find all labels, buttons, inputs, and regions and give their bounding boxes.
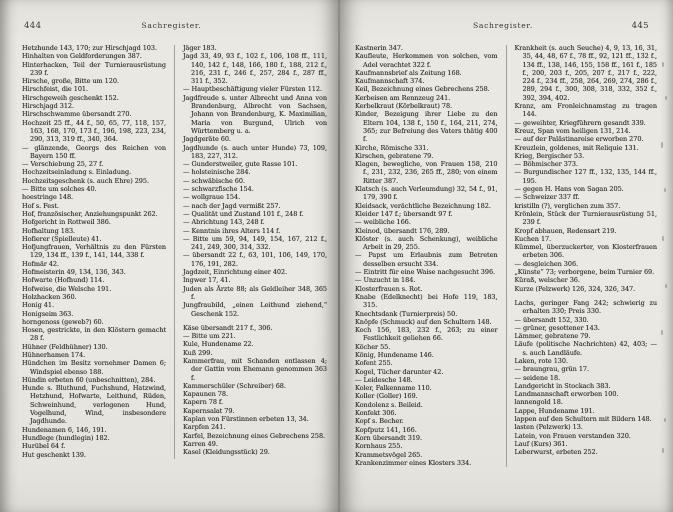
index-entry: Hündin erbeten 60 (unbeschnitten), 284.: [22, 375, 156, 384]
index-entry: Hirschjagd 312.: [22, 102, 75, 111]
index-entry: Jagd 33, 49, 93 f., 102 f., 106, 108 ff., 111, 140, 142 f., 148, 166, 180 f., 188, 212 f., 216, 231 f., 246 f., 257, 284 f., 287 ff., 311 f., 352.: [182, 52, 327, 86]
page-445: [339, 0, 673, 512]
index-entry: Kleidsack, verächtliche Bezeichnung 182.: [355, 201, 491, 210]
index-entry: Kastnerin 347.: [355, 44, 403, 52]
text-columns-right: [339, 31, 673, 467]
index-entry: Kuß 299.: [182, 348, 213, 357]
index-entry: — grüner, gesottener 143.: [514, 323, 600, 332]
index-entry: Landgericht in Stockach 383.: [514, 381, 611, 390]
index-entry: Kule, Hundename 22.: [182, 340, 254, 349]
index-entry: Hosen, gestrickte, in den Klöstern gemacht 28 f.: [22, 326, 167, 343]
index-entry: Küraß, welscher 36.: [514, 276, 580, 285]
running-title: Sachregister.: [141, 21, 202, 30]
index-entry: Kaufleute, Herkommen von solchen, vom Adel verachtet 322 f.: [355, 52, 498, 69]
index-entry: Hirschschwamme übersandt 270.: [22, 110, 132, 119]
index-entry: Hirschfeist, die 101.: [22, 85, 89, 94]
index-entry: Kondolenz s. Beileid.: [355, 400, 423, 409]
index-entry: horngenoss (geweb?) 60.: [22, 317, 104, 326]
index-entry: Hofierer (Spielleute) 41.: [22, 234, 102, 243]
scan-artifact: [665, 284, 667, 288]
index-entry: Kuchen 17.: [514, 234, 552, 243]
index-entry: Lauf (Kurs) 361.: [514, 439, 568, 448]
index-entry: „Künste“ 73; verborgene, beim Turnier 69.: [514, 268, 655, 277]
index-entry: Hirsche, große, Bitte um 120.: [22, 77, 119, 86]
scan-artifact: [662, 62, 664, 67]
index-entry: kristilln (?), verglichen zum 357.: [514, 201, 621, 210]
index-entry: — Verschiebung 25, 27 f.: [22, 160, 104, 169]
index-entry: Hündchen im Besitz vornehmer Damen 6; Windspiel ebenso 188.: [22, 359, 167, 376]
index-entry: Hof s. Fest.: [22, 201, 59, 210]
index-entry: — Burgundischer 127 ff., 132, 135, 144 ff., 195.: [514, 168, 657, 185]
index-entry: Jäger 183.: [182, 44, 217, 52]
index-entry: Klagen, bewegliche, von Frauen 158, 210 f., 231, 232, 236, 265 ff., 280; von einem Ritter 387.: [355, 160, 498, 185]
index-entry: Kinder, Bezeigung ihrer Liebe zu den Eltern 104, 138 f., 150 f., 164, 211, 274, 365; zur Befreiung des Vaters thätig 400 f.: [355, 110, 498, 144]
column-divider: [174, 45, 175, 459]
index-entry: Hofgericht in Rottweil 386.: [22, 218, 111, 227]
index-entry: — geweihter, Kriegführern gesandt 339.: [514, 118, 646, 127]
index-entry: Kerbelkraut (Körbelkraut) 78.: [355, 102, 453, 111]
page-number: 444: [24, 21, 42, 31]
index-entry: Korn übersandt 319.: [355, 433, 423, 442]
index-entry: Kurze (Pelzwerk) 126, 324, 326, 347.: [514, 284, 636, 293]
running-title: Sachregister.: [472, 21, 534, 30]
index-entry: Kleinod, übersandt 176, 289.: [355, 226, 450, 235]
page-header-left: [0, 0, 339, 31]
index-entry: lannengold 18.: [514, 398, 563, 407]
index-entry: Kopfputz 141, 166.: [355, 425, 417, 434]
index-entry: Leberwurst, erbeten 252.: [514, 448, 598, 457]
index-entry: Kammerschüler (Schreiber) 68.: [182, 381, 286, 390]
index-entry: — auf der Palästinareise erworben 270.: [514, 135, 644, 144]
index-entry: — holsteinische 284.: [182, 168, 251, 177]
index-entry: Kornhaus 255.: [355, 442, 403, 451]
index-entry: Knechtsdank (Turnierpreis) 50.: [355, 309, 458, 318]
index-entry: Koler, Falkenname 110.: [355, 384, 432, 393]
index-entry: Hinterhacken, Teil der Turnierausrüstung 239 f.: [22, 60, 167, 77]
index-entry: Klatsch (s. auch Verleumdung) 32, 54 f., 91, 179, 390 f.: [355, 185, 498, 202]
index-entry: Knöpfe (Schmuck) auf den Schultern 148.: [355, 317, 492, 326]
index-entry: Käse übersandt 217 f., 306.: [182, 323, 273, 332]
index-entry: Koller (Goller) 169.: [355, 392, 418, 401]
index-entry: — Unzucht in 184.: [355, 276, 416, 285]
index-entry: Hofjungfrauen, Verhältnis zu den Fürsten 129, 134 ff., 139 f., 141, 144, 338 f.: [22, 243, 167, 260]
index-entry: — Gunderstweiler, gute Rasse 101.: [182, 160, 298, 169]
index-entry: Keil, Bezeichnung eines Gebrechens 258.: [355, 85, 490, 94]
scan-artifact: [662, 236, 664, 241]
scan-artifact: [664, 418, 666, 422]
index-entry: Hofweise, die Welsche 191.: [22, 284, 112, 293]
index-entry: — schwarzfische 154.: [182, 185, 254, 194]
index-entry: Laken, rote 130.: [514, 356, 568, 365]
index-entry: — nach der Jagd vermißt 257.: [182, 201, 281, 210]
index-entry: Kleider 147 f.; übersandt 97 f.: [355, 209, 453, 218]
index-entry: lasten (Pelzwerk) 13.: [514, 423, 583, 432]
index-entry: Krönlein, Stück der Turnierausrüstung 51, 239 f.: [514, 209, 657, 227]
index-entry: Kaufmannsbrief als Zeitung 168.: [355, 68, 462, 77]
index-entry: Hof, französischer, Anziehungspunkt 262.: [22, 209, 158, 218]
index-entry: Kirschen, gebratene 79.: [355, 151, 434, 160]
index-entry: Kapernsalat 79.: [182, 406, 235, 415]
index-entry: Honig 41.: [22, 301, 54, 310]
index-entry: Honigseim 363.: [22, 309, 74, 318]
index-entry: Hofmeisterin 49, 134, 136, 343.: [22, 268, 126, 277]
index-entry: — Bitte um solches 40.: [22, 185, 97, 194]
index-entry: Hinhalten von Geldforderungen 387.: [22, 52, 142, 61]
column-divider: [506, 45, 507, 467]
index-entry: Kreuz, Span vom heiligen 131, 214.: [514, 126, 631, 135]
index-entry: Hühner (Feldhühner) 130.: [22, 342, 108, 351]
index-entry: Krankenzimmer eines Klosters 334.: [355, 458, 472, 467]
page-header-right: [339, 0, 673, 31]
index-entry: Kropf abhauen, Redensart 219.: [514, 226, 617, 235]
index-entry: Kopf s. Becher.: [355, 417, 404, 426]
scan-artifact: [661, 142, 663, 148]
index-entry: Kammerfrau, mit Schanden entlassen 4; der Gattin vom Ehemann genommen 363 f.: [182, 356, 327, 382]
index-column-1: [22, 44, 166, 459]
index-entry: Juden als Ärzte 88; als Geldleiher 348, 365 f.: [182, 284, 327, 301]
index-entry: Kaufmannschaft 374.: [355, 77, 425, 86]
index-entry: Krankheit (s. auch Seuche) 4, 9, 13, 16, 31, 35, 44, 48, 67 f., 78 ff., 92, 121 ff., 132 f., 134 ff., 138, 146, 155, 158 ff., 161 f., 185 f., 200, 203 f., 205, 207 f., 217 f., 222, 224 f., 234 ff., 258, 264, 269, 274, 286 f., 289, 294 f., 300, 308, 318, 332, 352 f., 392, 394, 402.: [514, 44, 657, 102]
index-entry: Knabe (Edelknecht) bei Hofe 119, 183, 315.: [355, 292, 498, 310]
index-entry: Karpfen 241.: [182, 423, 226, 432]
index-entry: — Abrichtung 143, 248 f.: [182, 218, 265, 227]
index-entry: — Bitte um 59, 94, 149, 154, 167, 212 f., 241, 249, 300, 314, 332.: [182, 234, 327, 252]
index-entry: Hofmär 42.: [22, 259, 60, 268]
index-entry: — schwäbische 60.: [182, 176, 245, 185]
index-entry: — glänzende, Georgs des Reichen von Bayern 150 ff.: [22, 143, 167, 160]
index-entry: König, Hundename 146.: [355, 350, 434, 359]
index-entry: Hut geschenkt 139.: [22, 450, 86, 459]
index-entry: Hirschgeweih geschenkt 152.: [22, 93, 119, 102]
index-column-2: [183, 44, 327, 459]
index-entry: — übersandt 22 f., 63, 101, 106, 149, 170, 176, 191, 282.: [182, 251, 327, 268]
index-entry: — Bitte um 221.: [182, 332, 236, 341]
index-entry: Jagdzeit, Einrichtung einer 402.: [182, 268, 288, 277]
index-column-4: [514, 44, 657, 467]
page-number: 445: [631, 21, 649, 31]
index-entry: Klosterfrauen s. Rot.: [355, 284, 423, 293]
index-entry: Konfekt 306.: [355, 409, 397, 418]
index-entry: — weibliche 166.: [355, 218, 411, 227]
index-entry: Landmannschaft erworben 100.: [514, 390, 619, 399]
index-entry: Kümmel, überzuckerter, von Klosterfrauen erbeten 306.: [514, 243, 657, 260]
index-entry: Hühnerhamen 174.: [22, 350, 86, 359]
index-entry: — übersandt 152, 330.: [514, 315, 589, 324]
index-entry: Karren 49.: [182, 439, 218, 448]
index-entry: Kerbeisen am Rennzeug 241.: [355, 93, 451, 102]
book-gutter: [338, 0, 340, 512]
index-entry: — Schweizer 337 ff.: [514, 193, 580, 202]
index-entry: Jagdgeräte 60.: [182, 135, 231, 144]
index-entry: Lämmer, gebratene 79.: [514, 332, 591, 341]
index-entry: Kreuzlein, goldenes, mit Reliquie 131.: [514, 143, 639, 152]
index-entry: Krieg, Bergischer 53.: [514, 151, 585, 160]
index-entry: Kasel (Kleidungsstück) 29.: [182, 448, 270, 457]
index-entry: Hofwarte (Hofhund) 114.: [22, 276, 105, 285]
index-entry: — Qualität und Zustand 101 f., 248 f.: [182, 209, 304, 218]
index-entry: — Leidesche 148.: [355, 375, 413, 384]
index-entry: Ingwer 17, 41.: [182, 276, 231, 285]
index-entry: Krammetsvögel 265.: [355, 450, 423, 459]
index-entry: Köcher 55.: [355, 342, 391, 351]
index-entry: Hochzeitsgeschenk (s. auch Ehre) 295.: [22, 176, 149, 185]
index-entry: hoestringe 148.: [22, 193, 74, 202]
scan-artifact: [661, 330, 663, 335]
index-entry: — gegen H. Hans von Sagan 205.: [514, 185, 624, 194]
index-entry: Jagdfreude s. unter Albrecht und Anna von Brandenburg, Albrecht von Sachsen, Johann von Brandenburg, K. Maximilian, Maria von Burgund, Ulrich von Württemberg u. a.: [182, 93, 327, 135]
text-columns-left: [0, 31, 339, 459]
index-entry: Kranz, am Fronleichnamstag zu tragen 144.: [514, 102, 657, 119]
index-entry: — wollgraue 154.: [182, 193, 241, 202]
index-entry: — desgleichen 306.: [514, 259, 579, 268]
index-entry: Hunde s. Bluthund, Fuchshund, Hatzwind, Hetzhund, Hofwarte, Leithund, Rüden, Schweinhund, verlogenen Hund, Vogelhund, Wind, insbesondere Jagdhunde.: [22, 384, 167, 426]
index-entry: — Kenntnis ihres Alters 114 f.: [182, 226, 281, 235]
index-entry: Hetzhunde 143, 170; zur Hirschjagd 103.: [22, 44, 157, 52]
index-entry: Hofhaltung 183.: [22, 226, 76, 235]
index-entry: Latein, von Frauen verstanden 320.: [514, 431, 631, 440]
index-entry: Holzhacken 360.: [22, 292, 77, 301]
index-entry: Hochzeit 25 ff., 44 f., 50, 65, 77, 118, 157, 163, 168, 170, 173 f., 196, 198, 223, 234, 290, 313, 319 ff., 340, 364.: [22, 118, 167, 144]
index-entry: — seidene 18.: [514, 373, 561, 382]
scan-artifact: [662, 448, 664, 453]
index-entry: Hundlege (hundlegin) 182.: [22, 433, 110, 442]
index-entry: Hurübel 64 f.: [22, 442, 66, 451]
index-entry: Karfel, Bezeichnung eines Gebrechens 258.: [182, 431, 326, 440]
index-column-3: [355, 44, 498, 467]
index-entry: lappen auf den Schultern mit Bildern 148.: [514, 415, 652, 424]
index-entry: Kapern 78 f.: [182, 398, 224, 407]
index-entry: — Böhmischer 373.: [514, 160, 578, 169]
index-entry: Jagdhunde (s. auch unter Hunde) 73, 109, 183, 227, 312.: [182, 143, 327, 160]
scan-artifact: [665, 96, 667, 100]
index-entry: Kapaunen 78.: [182, 390, 228, 399]
index-entry: Läufe (politische Nachrichten) 42, 403; — s. auch Landläufe.: [514, 340, 657, 357]
index-entry: Kofent 255.: [355, 359, 393, 368]
index-entry: Klöster (s. auch Schenkung), weibliche Arbeit in 29, 255.: [355, 234, 498, 252]
index-entry: — braungrau, grün 17.: [514, 365, 590, 374]
index-entry: — Hauptbeschäftigung vieler Fürsten 112.: [182, 85, 322, 94]
index-entry: Jungfraubild, „einen Leithund ziehend,“ Geschenk 152.: [182, 301, 327, 318]
index-entry: Lachs, geringer Fang 242; schwierig zu erhalten 330; Preis 330.: [514, 298, 657, 316]
index-entry: — Papst um Erlaubnis zum Betreten desselben ersucht 334.: [355, 251, 498, 268]
index-entry: Lappe, Hundename 191.: [514, 406, 595, 415]
index-entry: Hundenamen 6, 146, 191.: [22, 425, 107, 434]
index-entry: Koch 156, 183, 232 f., 263; zu einer Festlichkeit geliehen 66.: [355, 326, 498, 343]
index-entry: Kogel, Tücher darunter 42.: [355, 367, 444, 376]
index-entry: Kirche, Römische 331.: [355, 143, 429, 152]
index-entry: Hochzeitseinladung s. Einladung.: [22, 168, 132, 177]
index-entry: Kaplan von Fürstinnen erbeten 13, 34.: [182, 415, 309, 424]
scan-artifact: [664, 188, 666, 192]
index-entry: — Eintritt für eine Waise nachgesucht 396.: [355, 268, 496, 277]
